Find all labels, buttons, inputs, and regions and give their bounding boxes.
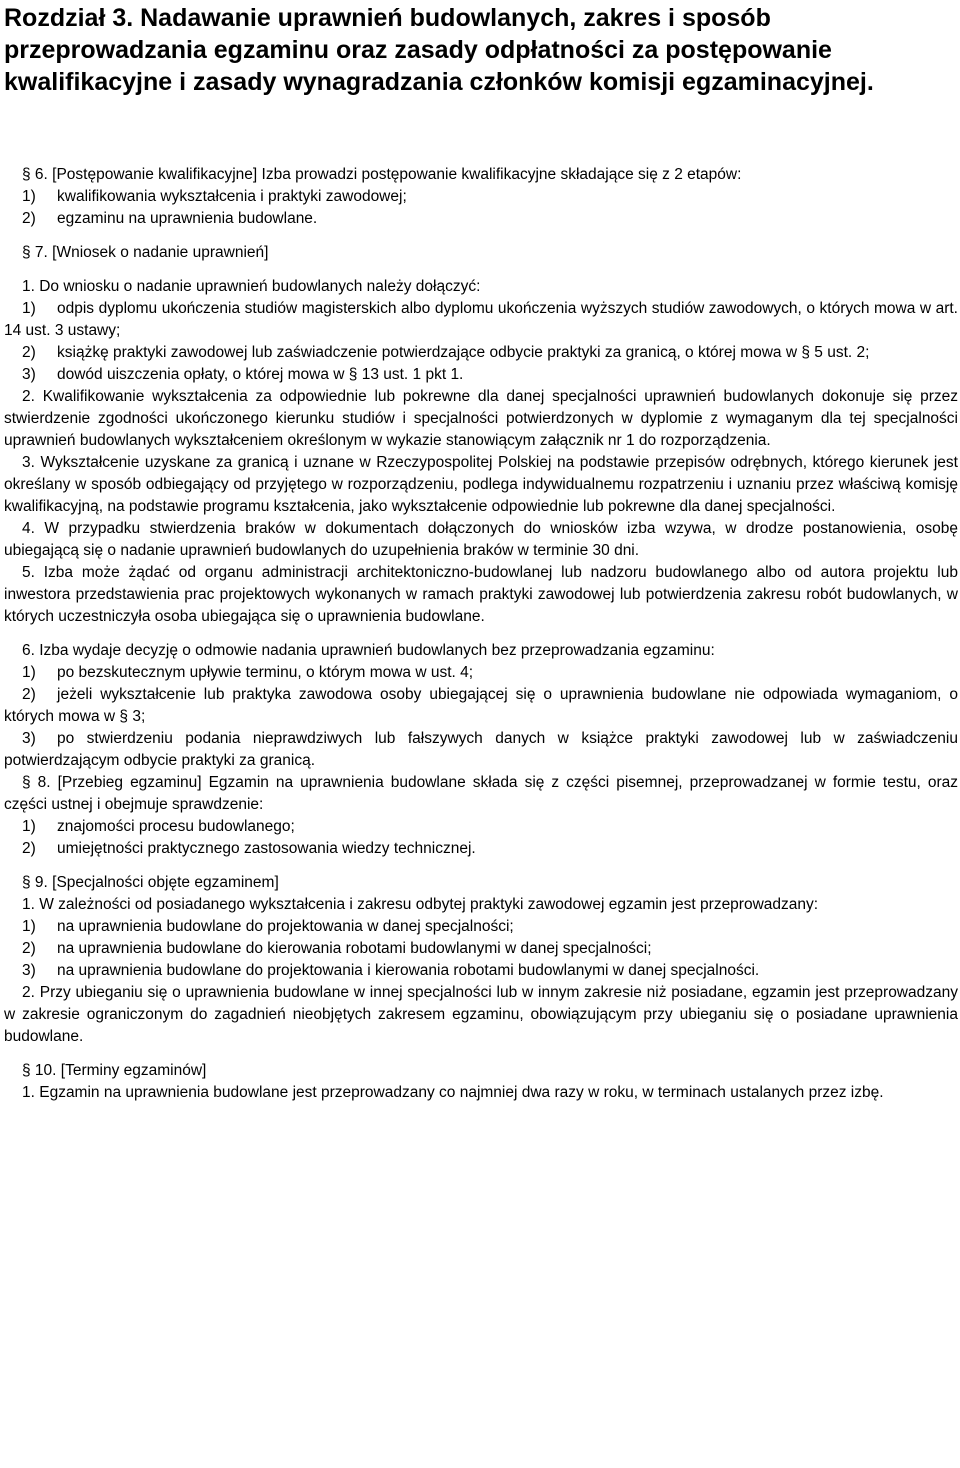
item-text: po stwierdzeniu podania nieprawdziwych lub fałszywych danych w książce praktyki zawodowej lub w zaświadczeniu potwierdzającym odbycie praktyki za granicą. bbox=[4, 730, 958, 769]
section-10-title: § 10. [Terminy egzaminów] bbox=[22, 1062, 207, 1079]
item-number: 1) bbox=[22, 300, 36, 317]
item-text: znajomości procesu budowlanego; bbox=[57, 818, 295, 835]
list-item bbox=[4, 838, 958, 860]
section-8-intro bbox=[4, 772, 958, 816]
item-number: 2) bbox=[22, 940, 36, 957]
item-text: książkę praktyki zawodowej lub zaświadczenie potwierdzające odbycie praktyki za granicą, o której mowa w § 5 ust. 2; bbox=[57, 344, 870, 361]
item-text: dowód uiszczenia opłaty, o której mowa w § 13 ust. 1 pkt 1. bbox=[57, 366, 464, 383]
list-item bbox=[4, 298, 958, 342]
list-item bbox=[4, 208, 958, 230]
paragraph-text: 2. Przy ubieganiu się o uprawnienia budowlane w innej specjalności lub w innym zakresie niż posiadane, egzamin jest przeprowadzany w zakresie ograniczonym do zagadnień nieobjętych zakresem egzaminu, obowiązującym przy ubieganiu się o posiadane uprawnienia budowlane. bbox=[4, 984, 958, 1045]
list-item bbox=[4, 342, 958, 364]
item-text: po bezskutecznym upływie terminu, o którym mowa w ust. 4; bbox=[57, 664, 474, 681]
list-item bbox=[4, 684, 958, 728]
item-number: 3) bbox=[22, 366, 36, 383]
item-number: 1) bbox=[22, 918, 36, 935]
item-number: 1) bbox=[22, 664, 36, 681]
paragraph-text: 5. Izba może żądać od organu administracji architektoniczno-budowlanej lub nadzoru budowlanego albo od autora projektu lub inwestora przedstawienia prac projektowych wykonanych w ramach praktyki zawodowej lub potwierdzenia zakresu robót budowlanych, w których uczestniczyła osoba ubiegająca się o uprawnienia budowlane. bbox=[4, 564, 958, 625]
item-number: 1) bbox=[22, 188, 36, 205]
list-item bbox=[4, 364, 958, 386]
list-item bbox=[4, 186, 958, 208]
list-item bbox=[4, 960, 958, 982]
section-7-p3 bbox=[4, 452, 958, 518]
section-9-p2 bbox=[4, 982, 958, 1048]
section-6-intro: § 6. [Postępowanie kwalifikacyjne] Izba prowadzi postępowanie kwalifikacyjne składające się z 2 etapów: bbox=[22, 166, 742, 183]
item-text: jeżeli wykształcenie lub praktyka zawodowa osoby ubiegającej się o uprawnienia budowlane nie odpowiada wymaganiom, o których mowa w § 3; bbox=[4, 686, 958, 725]
item-number: 2) bbox=[22, 210, 36, 227]
item-number: 2) bbox=[22, 686, 36, 703]
section-7-p4 bbox=[4, 518, 958, 562]
item-text: kwalifikowania wykształcenia i praktyki zawodowej; bbox=[57, 188, 407, 205]
item-number: 3) bbox=[22, 962, 36, 979]
list-item bbox=[4, 816, 958, 838]
item-number: 2) bbox=[22, 840, 36, 857]
item-number: 2) bbox=[22, 344, 36, 361]
section-10-p1 bbox=[4, 1082, 958, 1104]
item-text: na uprawnienia budowlane do kierowania robotami budowlanymi w danej specjalności; bbox=[57, 940, 652, 957]
item-number: 3) bbox=[22, 730, 36, 747]
section-9-title: § 9. [Specjalności objęte egzaminem] bbox=[22, 874, 279, 891]
section-7-title: § 7. [Wniosek o nadanie uprawnień] bbox=[22, 244, 269, 261]
document-body bbox=[4, 164, 958, 1104]
section-7-p1-intro: 1. Do wniosku o nadanie uprawnień budowlanych należy dołączyć: bbox=[22, 278, 481, 295]
item-text: odpis dyplomu ukończenia studiów magisterskich albo dyplomu ukończenia wyższych studiów zawodowych, o których mowa w art. 14 ust. 3 ustawy; bbox=[4, 300, 958, 339]
section-9-p1-intro bbox=[4, 894, 958, 916]
item-text: na uprawnienia budowlane do projektowania w danej specjalności; bbox=[57, 918, 514, 935]
paragraph-text: § 8. [Przebieg egzaminu] Egzamin na uprawnienia budowlane składa się z części pisemnej, przeprowadzanej w formie testu, oraz części ustnej i obejmuje sprawdzenie: bbox=[4, 774, 958, 813]
section-7-p2 bbox=[4, 386, 958, 452]
list-item bbox=[4, 728, 958, 772]
list-item bbox=[4, 916, 958, 938]
list-item bbox=[4, 938, 958, 960]
paragraph-text: 4. W przypadku stwierdzenia braków w dokumentach dołączonych do wniosków izba wzywa, w drodze postanowienia, osobę ubiegającą się o nadanie uprawnień budowlanych do uzupełnienia braków w terminie 30 dni. bbox=[4, 520, 958, 559]
list-item bbox=[4, 662, 958, 684]
chapter-heading: Rozdział 3. Nadawanie uprawnień budowlanych, zakres i sposób przeprowadzania egzaminu oraz zasady odpłatności za postępowanie kwalifikacyjne i zasady wynagradzania członków komisji egzaminacyjnej. bbox=[4, 4, 874, 96]
paragraph-text: 1. Egzamin na uprawnienia budowlane jest przeprowadzany co najmniej dwa razy w roku, w terminach ustalanych przez izbę. bbox=[22, 1084, 884, 1101]
item-text: umiejętności praktycznego zastosowania wiedzy technicznej. bbox=[57, 840, 476, 857]
item-number: 1) bbox=[22, 818, 36, 835]
paragraph-text: 3. Wykształcenie uzyskane za granicą i uznane w Rzeczypospolitej Polskiej na podstawie przepisów odrębnych, którego kierunek jest określany w sposób odbiegający od przyjętego w rozporządzeniu, podlega indywidualnemu rozpatrzeniu i uznaniu przez właściwą komisję kwalifikacyjną, na podstawie programu kształcenia, jako wykształcenie odpowiednie lub pokrewne dla danej specjalności. bbox=[4, 454, 958, 515]
paragraph-text: 2. Kwalifikowanie wykształcenia za odpowiednie lub pokrewne dla danej specjalności uprawnień budowlanych dokonuje się przez stwierdzenie zgodności ukończonego kierunku studiów i specjalności potwierdzonych w dyplomie z wymaganym dla tej specjalności uprawnień budowlanych wykształceniem określonym w wykazie stanowiącym załącznik nr 1 do rozporządzenia. bbox=[4, 388, 958, 449]
section-7-p5 bbox=[4, 562, 958, 628]
item-text: egzaminu na uprawnienia budowlane. bbox=[57, 210, 318, 227]
section-7-p6-intro: 6. Izba wydaje decyzję o odmowie nadania uprawnień budowlanych bez przeprowadzania egzaminu: bbox=[22, 642, 715, 659]
item-text: na uprawnienia budowlane do projektowania i kierowania robotami budowlanymi w danej specjalności. bbox=[57, 962, 760, 979]
paragraph-text: 1. W zależności od posiadanego wykształcenia i zakresu odbytej praktyki zawodowej egzamin jest przeprowadzany: bbox=[22, 896, 819, 913]
